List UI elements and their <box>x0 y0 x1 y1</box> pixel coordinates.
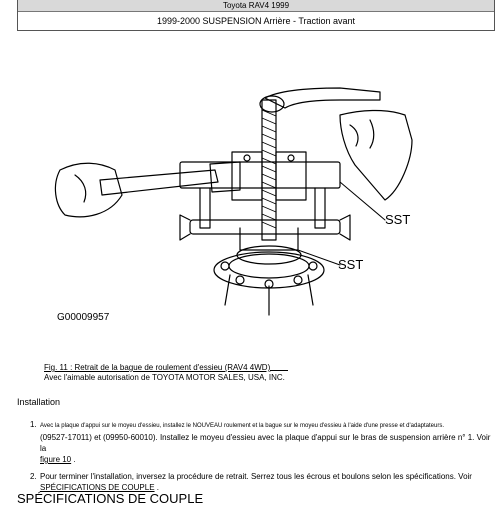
step-number: 2. <box>30 472 37 481</box>
torque-specs-link[interactable]: SPÉCIFICATIONS DE COUPLE <box>40 483 155 492</box>
section-title: 1999-2000 SUSPENSION Arrière - Traction avant <box>18 12 494 30</box>
bearing-removal-illustration <box>40 70 460 330</box>
document-header <box>17 0 495 31</box>
step-text-continued: (09527-17011) et (09950-60010). Installez le moyeu d'essieu avec la plaque d'appui sur le bras de suspension arrière n° 1. Voir la <box>40 433 491 453</box>
step-text-end: . <box>73 455 76 464</box>
step-number: 1. <box>30 420 37 429</box>
step-text: Avec la plaque d'appui sur le moyeu d'essieu, installez le NOUVEAU roulement et la bague sur le moyeu d'essieu à l'aide d'une presse et d'adaptateurs. <box>40 423 444 429</box>
torque-specs-heading: SPÉCIFICATIONS DE COUPLE <box>17 491 204 506</box>
figure-10-link[interactable]: figure 10 <box>40 455 72 464</box>
caption-title: Fig. 11 : Retrait de la bague de roulement d'essieu (RAV4 4WD) <box>44 363 271 372</box>
caption-underline <box>270 363 288 371</box>
caption-credit: Avec l'aimable autorisation de TOYOTA MOTOR SALES, USA, INC. <box>44 373 285 382</box>
installation-heading: Installation <box>17 397 61 407</box>
figure-id: G00009957 <box>57 312 110 323</box>
step-text-end: . <box>156 483 160 492</box>
list-item <box>30 471 498 493</box>
figure-caption <box>44 363 288 383</box>
list-item <box>30 419 498 465</box>
vehicle-title: Toyota RAV4 1999 <box>18 0 494 12</box>
installation-steps <box>30 419 498 499</box>
sst-label-upper: SST <box>385 212 411 227</box>
sst-label-lower: SST <box>338 257 364 272</box>
step-text: Pour terminer l'installation, inversez la procédure de retrait. Serrez tous les écrous et boulons selon les spécifications. Voir <box>40 472 472 481</box>
